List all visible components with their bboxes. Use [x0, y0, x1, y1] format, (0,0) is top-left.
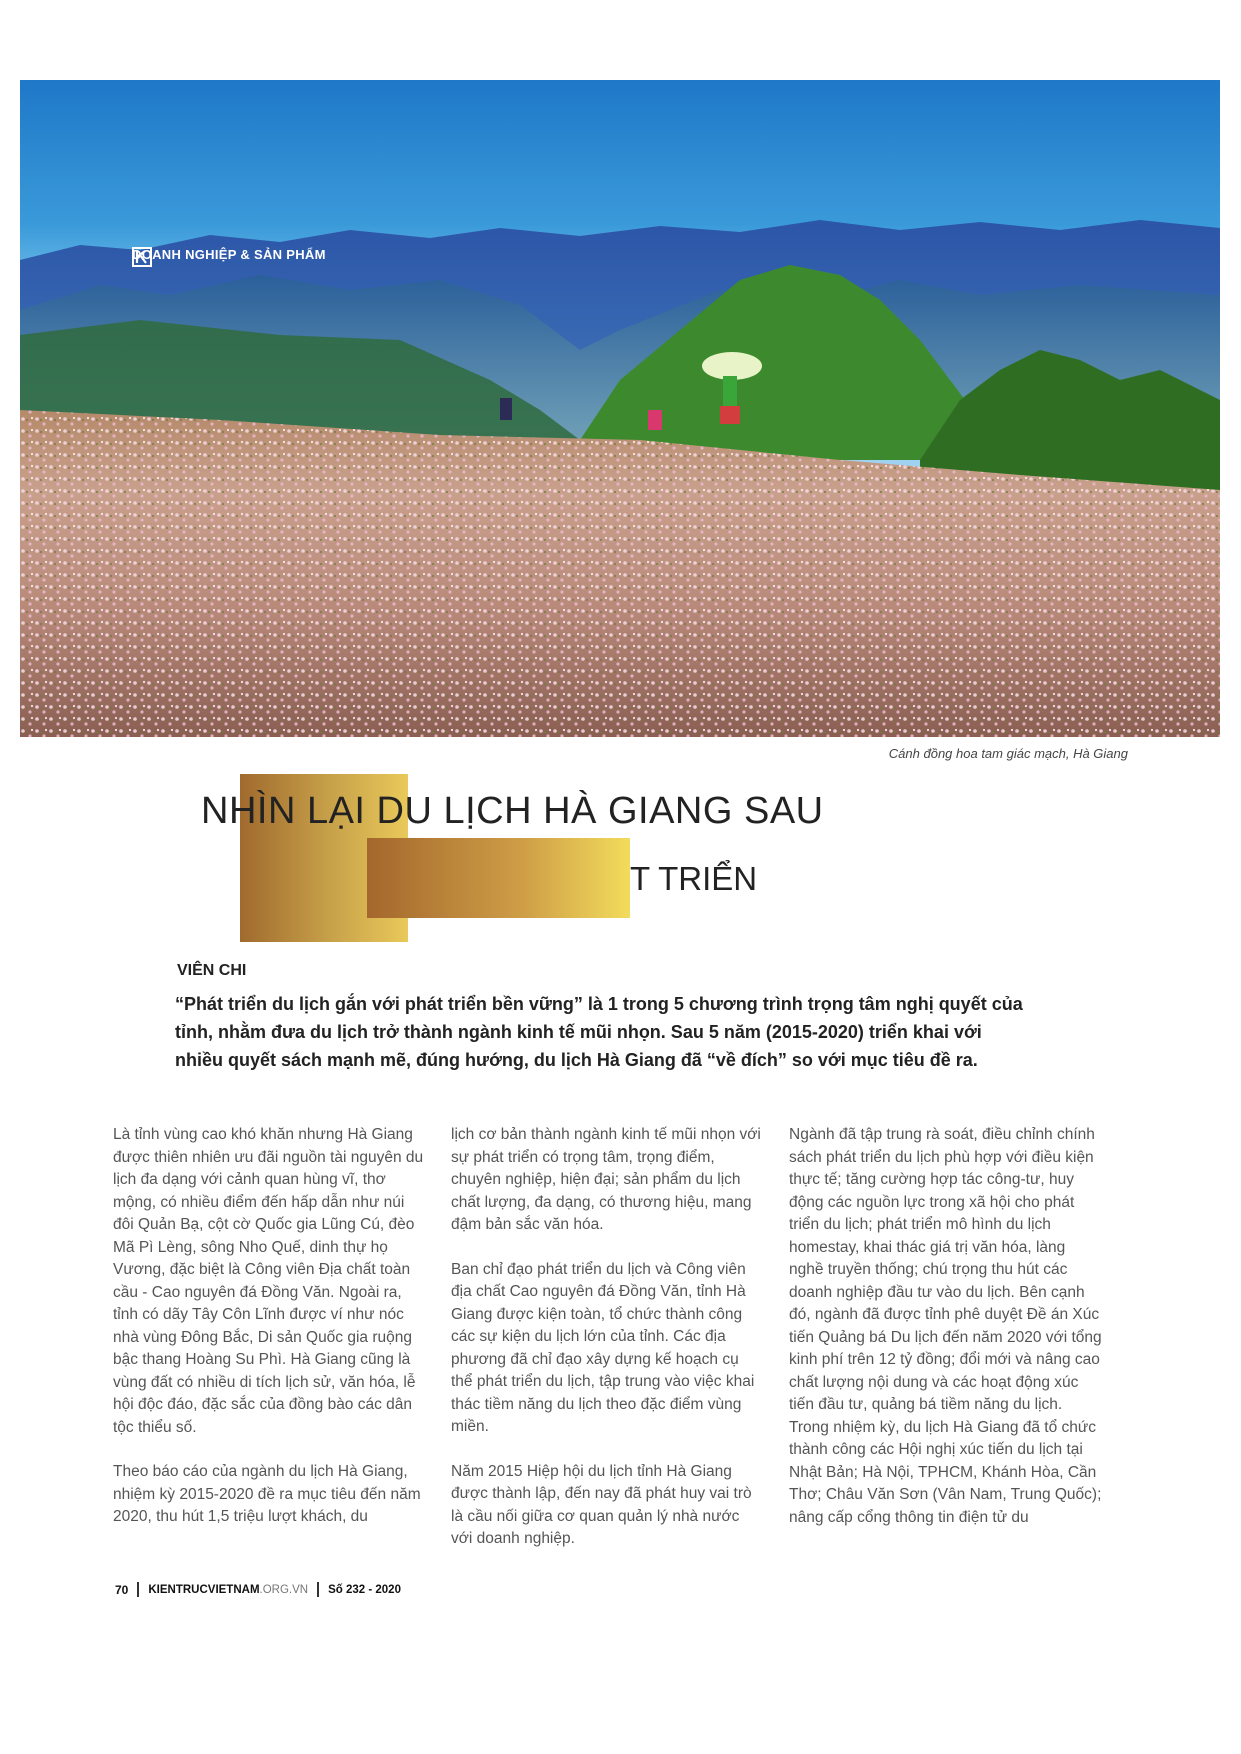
photo-caption: Cánh đồng hoa tam giác mạch, Hà Giang: [888, 746, 1128, 761]
body-paragraph: Ban chỉ đạo phát triển du lịch và Công viên địa chất Cao nguyên đá Đồng Văn, tỉnh Hà Giang được kiện toàn, tổ chức thành công các sự kiện du lịch lớn của tỉnh. Các địa phương đã chỉ đạo xây dựng kế hoạch cụ thể phát triển du lịch, tập trung vào việc khai thác tiềm năng du lịch theo đặc điểm vùng miền.: [451, 1260, 755, 1435]
author-name: VIÊN CHI: [177, 962, 247, 979]
article-title-line1: NHÌN LẠI DU LỊCH HÀ GIANG SAU: [201, 790, 824, 832]
body-paragraph: Là tỉnh vùng cao khó khăn nhưng Hà Giang được thiên nhiên ưu đãi nguồn tài nguyên du lịch đa dạng với cảnh quan hùng vĩ, thơ mộng, có nhiều điểm đến hấp dẫn như núi đôi Quản Bạ, cột cờ Quốc gia Lũng Cú, đèo Mã Pì Lèng, sông Nho Quế, dinh thự họ Vương, đặc biệt là Công viên Địa chất toàn cầu - Cao nguyên đá Đồng Văn. Ngoài ra, tỉnh có dãy Tây Côn Lĩnh được ví như nóc nhà vùng Đông Bắc, Di sản Quốc gia ruộng bậc thang Hoàng Su Phì. Hà Giang cũng là vùng đất có nhiều di tích lịch sử, văn hóa, lễ hội độc đáo, đặc sắc của đồng bào các dân tộc thiểu số.: [113, 1126, 424, 1436]
footer-divider: [137, 1582, 139, 1597]
page-footer: [115, 1582, 401, 1597]
article-title-line2: T TRIỂN: [630, 860, 758, 897]
body-column-1: [113, 1124, 425, 1551]
body-column-2: [451, 1124, 763, 1573]
footer-divider: [317, 1582, 319, 1597]
umbrella: [702, 352, 762, 380]
body-paragraph: lịch cơ bản thành ngành kinh tế mũi nhọn với sự phát triển có trọng tâm, trọng điểm, chuyên nghiệp, hiện đại; sản phẩm du lịch chất lượng, đa dạng, có thương hiệu, mang đậm bản sắc văn hóa.: [451, 1126, 761, 1233]
lead-paragraph: “Phát triển du lịch gắn với phát triển bền vững” là 1 trong 5 chương trình trọng tâm nghị quyết của tỉnh, nhằm đưa du lịch trở thành ngành kinh tế mũi nhọn. Sau 5 năm (2015-2020) triển khai với nhiều quyết sách mạnh mẽ, đúng hướng, du lịch Hà Giang đã “về đích” so với mục tiêu đề ra.: [175, 994, 1023, 1070]
site-domain: .ORG.VN: [259, 1583, 309, 1596]
body-paragraph: Năm 2015 Hiệp hội du lịch tỉnh Hà Giang được thành lập, đến nay đã phát huy vai trò là cầu nối giữa cơ quan quản lý nhà nước với doanh nghiệp.: [451, 1462, 752, 1547]
body-paragraph: Ngành đã tập trung rà soát, điều chỉnh chính sách phát triển du lịch phù hợp với điều kiện thực tế; tăng cường hợp tác công-tư, huy động các nguồn lực trong xã hội cho phát triển du lịch; phát triển mô hình du lịch homestay, khai thác giá trị văn hóa, làng nghề truyền thống; chú trọng thu hút các doanh nghiệp đầu tư vào du lịch. Bên cạnh đó, ngành đã được tỉnh phê duyệt Đề án Xúc tiến Quảng bá Du lịch đến năm 2020 với tổng kinh phí trên 12 tỷ đồng; đổi mới và nâng cao chất lượng nội dung và các hoạt động xúc tiến đầu tư, quảng bá tiềm năng du lịch. Trong nhiệm kỳ, du lịch Hà Giang đã tổ chức thành công các Hội nghị xúc tiến du lịch tại Nhật Bản; Hà Nội, TPHCM, Khánh Hòa, Cần Thơ; Châu Văn Sơn (Vân Nam, Trung Quốc); nâng cấp cổng thông tin điện tử du: [789, 1126, 1102, 1526]
gold-block-right: [367, 838, 630, 918]
page-number: 70: [115, 1582, 129, 1597]
issue-number: Số 232 - 2020: [328, 1583, 401, 1596]
landscape-illustration: [20, 80, 1220, 737]
body-paragraph: Theo báo cáo của ngành du lịch Hà Giang, nhiệm kỳ 2015-2020 đề ra mục tiêu đến năm 2020, thu hút 1,5 triệu lượt khách, du: [113, 1463, 421, 1525]
section-tag: [132, 247, 326, 262]
magazine-logo-icon: [132, 247, 152, 267]
site-name: KIENTRUCVIETNAM: [148, 1583, 260, 1596]
section-tag-label: DOANH NGHIỆP & SẢN PHẨM: [132, 247, 326, 262]
hero-photo: [20, 80, 1220, 737]
body-column-3: [789, 1124, 1103, 1551]
